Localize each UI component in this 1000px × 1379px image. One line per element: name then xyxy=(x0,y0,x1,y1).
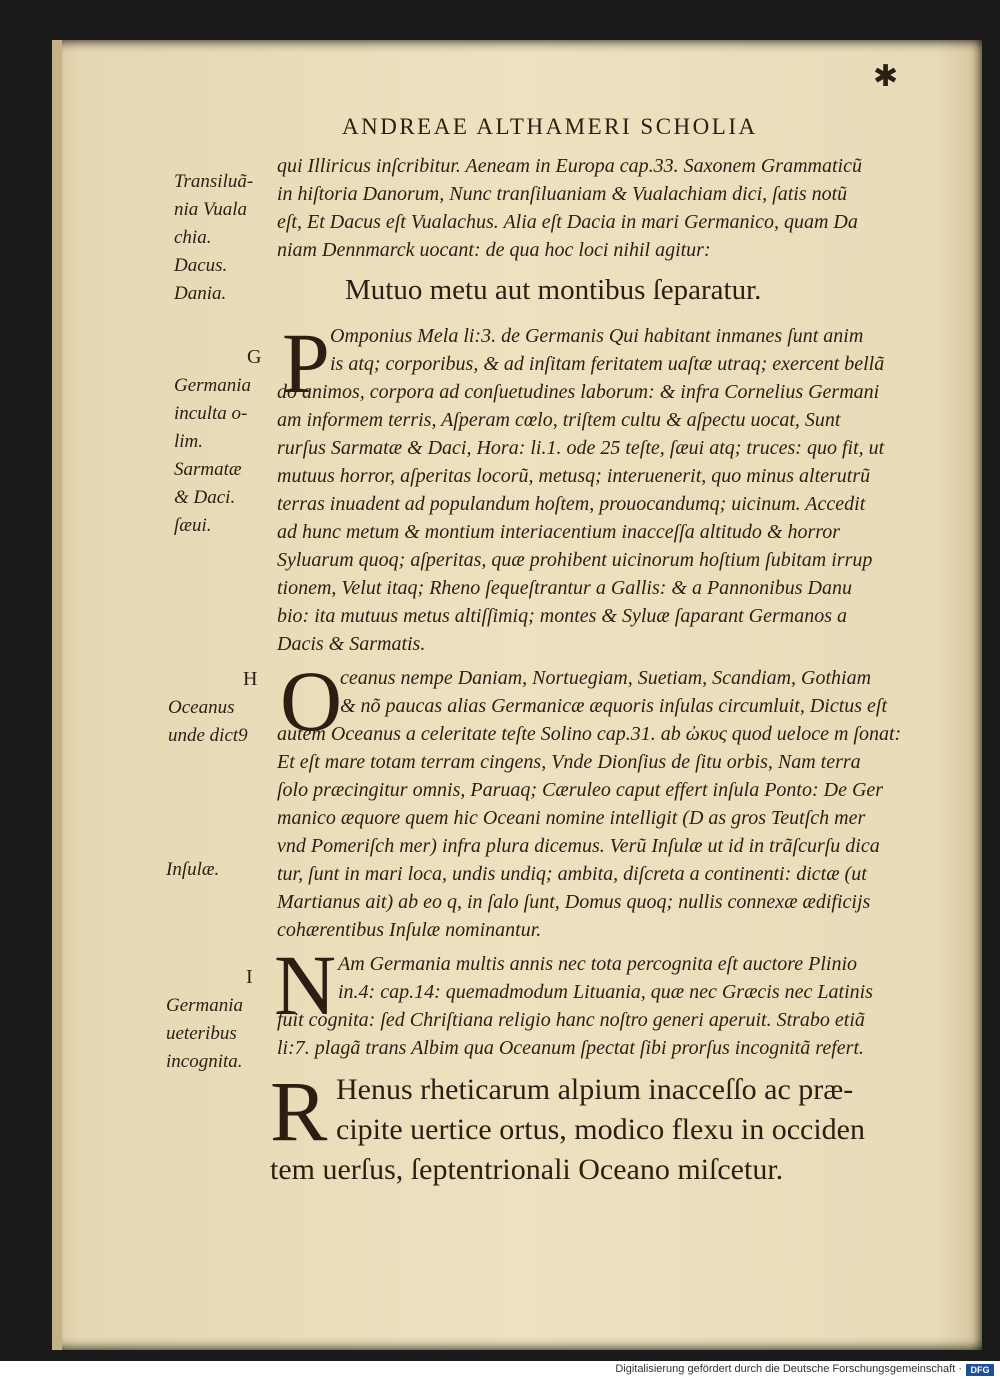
margin-line: Transiluã- xyxy=(174,171,254,192)
margin-line: unde dict9 xyxy=(168,725,248,746)
text-line: in hiſtoria Danorum, Nunc tranſiluaniam & Vualachiam dici, ſatis notũ xyxy=(277,183,848,205)
text-line: qui Illiricus inſcribitur. Aeneam in Europa cap.33. Saxonem Grammaticũ xyxy=(277,155,862,177)
text-line: manico æquore quem hic Oceani nomine intelligit (D as gros Teutſch mer xyxy=(277,807,866,829)
text-line: niam Dennmarck uocant: de qua hoc loci nihil agitur: xyxy=(277,239,711,261)
text-line: ſolo præcingitur omnis, Paruaq; Cæruleo caput effert inſula Ponto: De Ger xyxy=(277,779,884,801)
text-line: & nõ paucas alias Germanicæ æquoris inſulas circumluit, Dictus eſt xyxy=(340,695,888,717)
section-letter-i: I xyxy=(246,966,253,988)
margin-line: lim. xyxy=(174,431,204,452)
text-line: Dacis & Sarmatis. xyxy=(277,633,426,655)
digitization-footer xyxy=(0,1361,1000,1379)
text-line: ceanus nempe Daniam, Nortuegiam, Suetiam, Scandiam, Gothiam xyxy=(340,667,872,689)
margin-line: Germania xyxy=(174,375,252,396)
section-letter-h: H xyxy=(243,668,258,690)
text-line: Am Germania multis annis nec tota percognita eſt auctore Plinio xyxy=(338,953,858,975)
text-line: in.4: cap.14: quemadmodum Lituania, quæ nec Græcis nec Latinis xyxy=(338,981,873,1003)
margin-line: ſæui. xyxy=(174,515,212,536)
margin-line: & Daci. xyxy=(174,487,236,508)
lemma-heading: Mutuo metu aut montibus ſeparatur. xyxy=(345,274,762,306)
text-line: vnd Pomeriſch mer) infra plura dicemus. Verũ Inſulæ ut id in trãſcurſu dica xyxy=(277,835,880,857)
margin-note-transsilvania xyxy=(174,170,253,306)
text-line: Henus rheticarum alpium inacceſſo ac præ- xyxy=(336,1073,854,1106)
text-line: tur, ſunt in mari loca, undis undiq; ambita, diſcreta a continenti: dictæ (ut xyxy=(277,863,867,885)
text-line: rurſus Sarmatæ & Daci, Hora: li.1. ode 25 teſte, ſæui atq; truces: quo fit, ut xyxy=(277,437,885,459)
section-letter-g: G xyxy=(247,346,262,368)
margin-note-germania-incognita xyxy=(166,994,243,1074)
text-line: mutuus horror, aſperitas locorũ, metusq; interuenerit, quo minus alterutrũ xyxy=(277,465,871,487)
margin-line: Inſulæ. xyxy=(166,859,220,880)
text-line: is atq; corporibus, & ad inſitam feritatem uaſtæ utraq; exercent bellã xyxy=(330,353,885,375)
drop-cap-o: O xyxy=(280,653,343,749)
margin-line: Sarmatæ xyxy=(174,459,242,480)
margin-line: ueteribus xyxy=(166,1023,237,1044)
running-title: ANDREAE ALTHAMERI SCHOLIA xyxy=(342,114,758,139)
text-line: terras inuadent ad populandum hoſtem, prouocandumq; uicinum. Accedit xyxy=(277,493,866,515)
margin-line: Oceanus xyxy=(168,697,235,718)
text-line: bio: ita mutuus metus altiſſimiq; montes & Syluæ ſaparant Germanos a xyxy=(277,605,847,627)
dfg-logo-icon: DFG xyxy=(966,1364,994,1376)
text-line: am informem terris, Aſperam cœlo, triſtem cultu & aſpectu uocat, Sunt xyxy=(277,409,841,431)
ornament-star-icon: ✱ xyxy=(873,59,899,94)
text-line: Martianus ait) ab eo q, in ſalo ſunt, Domus quoq; nullis connexæ ædificijs xyxy=(277,891,871,913)
text-line: Omponius Mela li:3. de Germanis Qui habitant inmanes ſunt anim xyxy=(330,325,864,347)
margin-line: chia. xyxy=(174,227,212,248)
text-line: tem uerſus, ſeptentrionali Oceano miſcetur. xyxy=(270,1153,784,1186)
margin-line: nia Vuala xyxy=(174,199,248,220)
margin-note-germania xyxy=(174,374,251,538)
page-gutter xyxy=(52,40,62,1350)
text-line: eſt, Et Dacus eſt Vualachus. Alia eſt Dacia in mari Germanico, quam Da xyxy=(277,211,858,233)
drop-cap-n: N xyxy=(274,937,337,1033)
margin-line: incognita. xyxy=(166,1051,243,1072)
margin-line: Dania. xyxy=(174,283,227,304)
drop-cap-r: R xyxy=(270,1063,328,1159)
text-line: Syluarum quoq; aſperitas, quæ prohibent uicinorum hoſtium ſubitam irrup xyxy=(277,549,873,571)
drop-cap-p: P xyxy=(282,315,330,411)
text-line: cipite uertice ortus, modico flexu in occiden xyxy=(336,1113,865,1146)
text-line: autem Oceanus a celeritate teſte Solino cap.31. ab ὠκυς quod ueloce m ſonat: xyxy=(277,723,902,745)
margin-note-insulae xyxy=(166,858,219,882)
text-line: cohærentibus Inſulæ nominantur. xyxy=(277,919,542,941)
margin-line: Dacus. xyxy=(174,255,228,276)
margin-note-oceanus xyxy=(168,696,248,748)
text-line: tionem, Velut itaq; Rheno ſequeſtrantur a Gallis: & a Pannonibus Danu xyxy=(277,577,852,599)
footer-credit: Digitalisierung gefördert durch die Deutsche Forschungsgemeinschaft · xyxy=(615,1363,962,1375)
text-line: do animos, corpora ad conſuetudines laborum: & infra Cornelius Germani xyxy=(277,381,880,403)
text-line: Et eſt mare totam terram cingens, Vnde Dionſius de ſitu orbis, Nam terra xyxy=(277,751,861,773)
margin-line: inculta o- xyxy=(174,403,248,424)
text-line: li:7. plagã trans Albim qua Oceanum ſpectat ſibi prorſus incognitã refert. xyxy=(277,1037,865,1059)
margin-line: Germania xyxy=(166,995,244,1016)
text-line: fuit cognita: ſed Chriſtiana religio hanc noſtro generi aperuit. Strabo etiã xyxy=(277,1009,865,1031)
text-line: ad hunc metum & montium interiacentium inacceſſa altitudo & horror xyxy=(277,521,841,543)
